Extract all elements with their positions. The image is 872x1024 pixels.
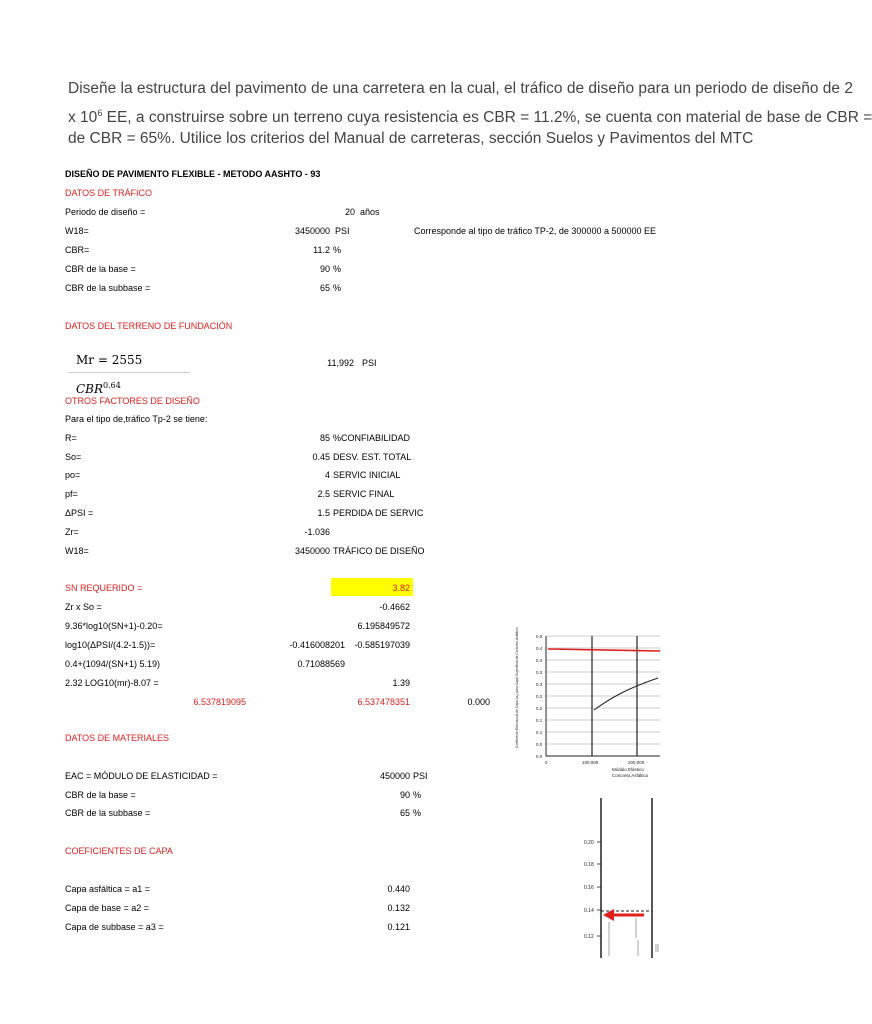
a1-ytick: 0.1: [536, 730, 543, 735]
eq-line-1-value: 6.195849572: [357, 621, 410, 631]
factors-subheading: Para el tipo de,tráfico Tp-2 se tiene:: [65, 414, 208, 424]
intro-line-2: [68, 101, 872, 127]
a1-ytick: 0.3: [536, 670, 543, 675]
a1-ylabel: Coeficiente Estructural de Capa (a₁) para Capa Superficial de Concreto Asfáltico: [515, 627, 519, 748]
page-title: DISEÑO DE PAVIMENTO FLEXIBLE - METODO AASHTO - 93: [65, 169, 321, 179]
a1-chart-grid: [546, 636, 660, 756]
sn-label: SN REQUERIDO =: [65, 583, 143, 593]
factor-label: R=: [65, 433, 77, 443]
traffic-label: W18=: [65, 226, 89, 236]
foundation-heading: DATOS DEL TERRENO DE FUNDACIÓN: [65, 321, 233, 331]
factor-label: Zr=: [65, 527, 79, 537]
factor-value: 3450000: [294, 546, 330, 556]
a1-chart-curve: [594, 678, 658, 710]
a1-ytick: 0.4: [536, 646, 543, 651]
factor-unit: PERDIDA DE SERVIC: [333, 508, 424, 518]
material-label: CBR de la subbase =: [65, 808, 151, 818]
factor-label: po=: [65, 470, 81, 480]
intro-line-2-sup: 6: [97, 108, 103, 118]
a1-chart-red-line: [548, 649, 660, 651]
intro-line-1: Diseñe la estructura del pavimento de una carretera en la cual, el tráfico de diseño para un periodo de diseño de 2: [68, 80, 853, 97]
factor-value: 4: [324, 470, 330, 480]
factor-unit: SERVIC INICIAL: [333, 470, 401, 480]
factor-label: ΔPSI =: [65, 508, 94, 518]
a2-ytick: 0.18: [584, 862, 594, 868]
traffic-heading: DATOS DE TRÁFICO: [65, 188, 153, 198]
traffic-unit: %: [333, 264, 342, 274]
traffic-unit: PSI: [335, 226, 350, 236]
mr-unit: PSI: [362, 358, 377, 368]
a2-ytick: 0.20: [584, 840, 594, 846]
eq-line-4-value: 1.39: [392, 678, 410, 688]
material-value: 450000: [379, 771, 410, 781]
material-label: EAC = MÓDULO DE ELASTICIDAD =: [65, 771, 218, 781]
coef-value: 0.132: [387, 903, 410, 913]
coefficients-heading: COEFICIENTES DE CAPA: [65, 846, 173, 856]
a1-ytick: 0.2: [536, 694, 543, 699]
traffic-note: Corresponde al tipo de tráfico TP-2, de 300000 a 500000 EE: [414, 226, 656, 236]
a1-coefficient-chart: [508, 627, 660, 778]
coef-value: 0.440: [387, 884, 410, 894]
mr-formula: [68, 347, 190, 396]
intro-line-2-pre: x 10: [68, 109, 98, 127]
factors-heading: OTROS FACTORES DE DISEÑO: [65, 396, 200, 406]
eq-line-2-a: -0.416008201: [289, 640, 345, 650]
traffic-unit: %: [333, 283, 342, 293]
eq-line-2-label: log10(ΔPSI/(4.2-1.5))=: [65, 640, 156, 650]
factor-value: 2.5: [317, 489, 330, 499]
factor-label: W18=: [65, 546, 89, 556]
traffic-value: 11.2: [313, 245, 330, 255]
material-unit: %: [413, 790, 422, 800]
a1-xtick: 100,000: [582, 760, 599, 765]
a1-xtick: 200,000: [628, 760, 645, 765]
factor-value: 85: [319, 433, 330, 443]
zrso-label: Zr x So =: [65, 602, 102, 612]
a1-ytick: 0.4: [536, 658, 543, 663]
a1-chart-svg: [508, 627, 660, 778]
coef-label: Capa de base = a2 =: [65, 903, 150, 913]
factor-unit: %CONFIABILIDAD: [333, 433, 411, 443]
zrso-value: -0.4662: [379, 602, 410, 612]
a2-ytick: 0.12: [584, 934, 594, 940]
a2-chart-scan-marks: [609, 918, 658, 956]
intro-line-3: de CBR = 65%. Utilice los criterios del Manual de carreteras, sección Suelos y Pavimentos del MTC: [68, 130, 754, 147]
traffic-label: CBR de la subbase =: [65, 283, 151, 293]
traffic-label: CBR de la base =: [65, 264, 136, 274]
sn-value: 3.82: [392, 583, 410, 593]
eq-line-4-label: 2.32 LOG10(mr)-8.07 =: [65, 678, 159, 688]
material-unit: %: [413, 808, 422, 818]
factor-label: pf=: [65, 489, 78, 499]
factor-unit: SERVIC FINAL: [333, 489, 395, 499]
factor-value: 1.5: [317, 508, 330, 518]
traffic-unit: %: [333, 245, 342, 255]
a2-chart-svg: [570, 798, 662, 958]
traffic-value: 3450000: [294, 226, 330, 236]
check-diff: 0.000: [467, 697, 490, 707]
intro-line-2-post: EE, a construirse sobre un terreno cuya resistencia es CBR = 11.2%, se cuenta con material de base de CBR =: [102, 109, 872, 127]
a1-ytick: 0.0: [536, 754, 543, 759]
a2-ytick: 0.16: [584, 885, 594, 891]
a1-ytick: 0.1: [536, 718, 543, 723]
factor-unit: TRÁFICO DE DISEÑO: [333, 546, 425, 556]
material-value: 65: [399, 808, 410, 818]
a1-ytick: 0.0: [536, 742, 543, 747]
traffic-label: Periodo de diseño =: [65, 207, 146, 217]
intro-paragraph: [68, 76, 872, 151]
traffic-value: 20: [344, 207, 355, 217]
traffic-unit: años: [360, 207, 380, 217]
eq-line-1-label: 9.36*log10(SN+1)-0.20=: [65, 621, 163, 631]
material-label: CBR de la base =: [65, 790, 136, 800]
a1-ytick: 0.2: [536, 706, 543, 711]
coef-label: Capa de subbase = a3 =: [65, 922, 164, 932]
mr-value: 11,992: [327, 358, 354, 368]
check-left: 6.537819095: [193, 697, 246, 707]
eq-line-3-label: 0.4+(1094/(SN+1) 5.19): [65, 659, 161, 669]
materials-heading: DATOS DE MATERIALES: [65, 733, 170, 743]
a2-coefficient-chart: [570, 798, 662, 958]
coef-label: Capa asfáltica = a1 =: [65, 884, 151, 894]
eq-line-2-b: -0.585197039: [354, 640, 410, 650]
factor-value: 0.45: [312, 452, 330, 462]
traffic-value: 65: [319, 283, 330, 293]
a1-xlabel-2: Concreto Asfáltico: [612, 773, 649, 778]
traffic-label: CBR=: [65, 245, 90, 255]
coef-value: 0.121: [387, 922, 410, 932]
a1-xlabel-1: Módulo Elástico: [612, 767, 644, 772]
a2-ytick: 0.14: [584, 908, 594, 914]
material-unit: PSI: [413, 771, 428, 781]
factor-value: -1.036: [304, 527, 330, 537]
a1-ytick: 0.3: [536, 682, 543, 687]
traffic-value: 90: [319, 264, 330, 274]
a1-xtick: 0: [545, 760, 548, 765]
material-value: 90: [399, 790, 410, 800]
check-right: 6.537478351: [357, 697, 410, 707]
factor-label: So=: [65, 452, 82, 462]
mr-formula-exp: 0.64: [103, 381, 121, 390]
mr-formula-text: Mr = 2555: [76, 353, 143, 367]
mr-formula-var: CBR: [76, 382, 104, 396]
eq-line-3-a: 0.71088569: [297, 659, 345, 669]
a1-ytick: 0.5: [536, 634, 543, 639]
factor-unit: DESV. EST. TOTAL: [333, 452, 412, 462]
